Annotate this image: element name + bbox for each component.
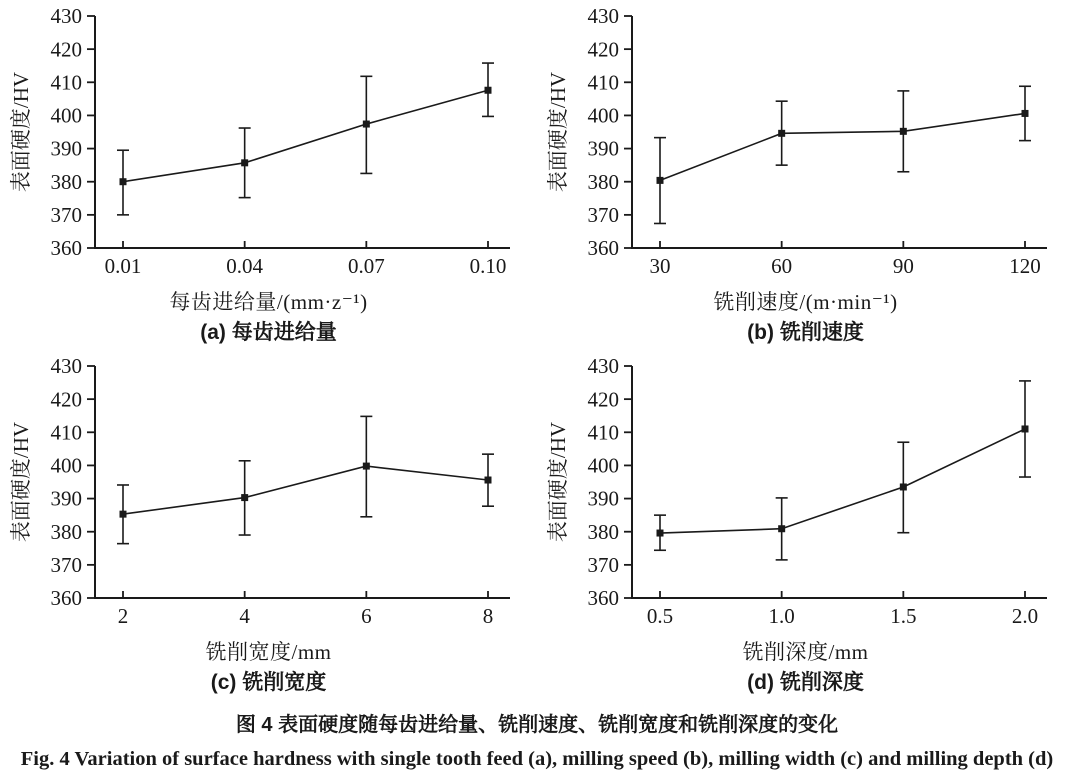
y-tick-label: 380 <box>587 169 619 194</box>
y-tick-label: 400 <box>587 453 619 478</box>
y-tick-label: 370 <box>50 202 82 227</box>
data-point-marker <box>778 525 785 532</box>
y-tick-label: 360 <box>587 236 619 261</box>
x-tick-label: 0.5 <box>646 604 674 628</box>
y-tick-label: 400 <box>587 103 619 128</box>
line-chart-single-tooth-feed <box>0 2 537 290</box>
figure-caption-chinese: 图 4 表面硬度随每齿进给量、铣削速度、铣削宽度和铣削深度的变化 <box>235 714 839 736</box>
y-tick-label: 400 <box>50 103 82 128</box>
y-tick-label: 430 <box>50 4 82 29</box>
x-tick-label: 1.0 <box>768 604 795 628</box>
series-line <box>123 466 488 514</box>
y-tick-label: 360 <box>587 586 619 611</box>
x-tick-label: 1.5 <box>890 604 917 628</box>
y-tick-label: 380 <box>587 519 619 544</box>
series-line <box>123 90 488 181</box>
y-tick-label: 370 <box>587 202 619 227</box>
data-point-marker <box>241 494 248 501</box>
y-tick-label: 420 <box>587 387 619 412</box>
y-tick-label: 420 <box>587 37 619 62</box>
subplot-d <box>537 352 1074 702</box>
y-tick-label: 360 <box>50 236 82 261</box>
data-point-marker <box>1022 110 1029 117</box>
y-tick-label: 430 <box>587 354 619 379</box>
data-point-marker <box>120 511 127 518</box>
y-tick-label: 430 <box>587 4 619 29</box>
line-chart-milling-width <box>0 352 537 640</box>
subplot-b <box>537 2 1074 352</box>
x-axis-title-d: 铣削深度/mm <box>742 640 869 664</box>
y-axis-title: 表面硬度/HV <box>9 71 33 193</box>
data-point-marker <box>485 87 492 94</box>
x-tick-label: 60 <box>771 254 793 278</box>
y-tick-label: 410 <box>587 70 619 95</box>
x-tick-label: 2.0 <box>1011 604 1039 628</box>
x-tick-label: 90 <box>892 254 914 278</box>
subplot-caption-a: (a) 每齿进给量 <box>200 321 337 344</box>
y-tick-label: 410 <box>587 420 619 445</box>
y-tick-label: 430 <box>50 354 82 379</box>
data-point-marker <box>120 178 127 185</box>
line-chart-milling-depth <box>537 352 1074 640</box>
y-axis-title: 表面硬度/HV <box>546 71 570 193</box>
subplot-caption-c: (c) 铣削宽度 <box>210 671 327 694</box>
y-tick-label: 400 <box>50 453 82 478</box>
subplot-a <box>0 2 537 352</box>
x-tick-label: 0.01 <box>104 254 142 278</box>
y-tick-label: 360 <box>50 586 82 611</box>
subplot-caption-b: (b) 铣削速度 <box>747 321 864 344</box>
x-axis-title-c: 铣削宽度/mm <box>205 640 332 664</box>
x-tick-label: 30 <box>649 254 671 278</box>
y-tick-label: 410 <box>50 420 82 445</box>
x-tick-label: 0.07 <box>347 254 385 278</box>
data-point-marker <box>1022 425 1029 432</box>
data-point-marker <box>241 159 248 166</box>
x-tick-label: 6 <box>361 604 372 628</box>
y-tick-label: 390 <box>587 486 619 511</box>
data-point-marker <box>363 463 370 470</box>
subplot-grid <box>0 2 1074 702</box>
y-tick-label: 390 <box>587 136 619 161</box>
y-tick-label: 420 <box>50 37 82 62</box>
x-tick-label: 0.04 <box>226 254 264 278</box>
subplot-c <box>0 352 537 702</box>
y-tick-label: 390 <box>50 486 82 511</box>
y-tick-label: 410 <box>50 70 82 95</box>
figure-caption-english: Fig. 4 Variation of surface hardness with single tooth feed (a), milling speed (b), milling width (c) and milling depth (d) <box>20 748 1054 770</box>
data-point-marker <box>657 177 664 184</box>
x-tick-label: 8 <box>482 604 494 628</box>
x-tick-label: 2 <box>117 604 129 628</box>
y-tick-label: 370 <box>50 552 82 577</box>
x-tick-label: 4 <box>239 604 250 628</box>
y-axis-title: 表面硬度/HV <box>9 421 33 543</box>
x-axis-title-b: 铣削速度/(m·min⁻¹) <box>713 290 898 314</box>
x-tick-label: 120 <box>1009 254 1041 278</box>
data-point-marker <box>900 483 907 490</box>
y-axis-title: 表面硬度/HV <box>546 421 570 543</box>
series-line <box>660 113 1025 180</box>
data-point-marker <box>657 530 664 537</box>
y-tick-label: 370 <box>587 552 619 577</box>
data-point-marker <box>485 477 492 484</box>
x-axis-title-a: 每齿进给量/(mm·z⁻¹) <box>169 290 368 314</box>
x-tick-label: 0.10 <box>469 254 507 278</box>
y-tick-label: 380 <box>50 169 82 194</box>
data-point-marker <box>363 121 370 128</box>
y-tick-label: 390 <box>50 136 82 161</box>
data-point-marker <box>778 130 785 137</box>
series-line <box>660 429 1025 533</box>
line-chart-milling-speed <box>537 2 1074 290</box>
y-tick-label: 420 <box>50 387 82 412</box>
subplot-caption-d: (d) 铣削深度 <box>747 671 864 694</box>
y-tick-label: 380 <box>50 519 82 544</box>
data-point-marker <box>900 128 907 135</box>
